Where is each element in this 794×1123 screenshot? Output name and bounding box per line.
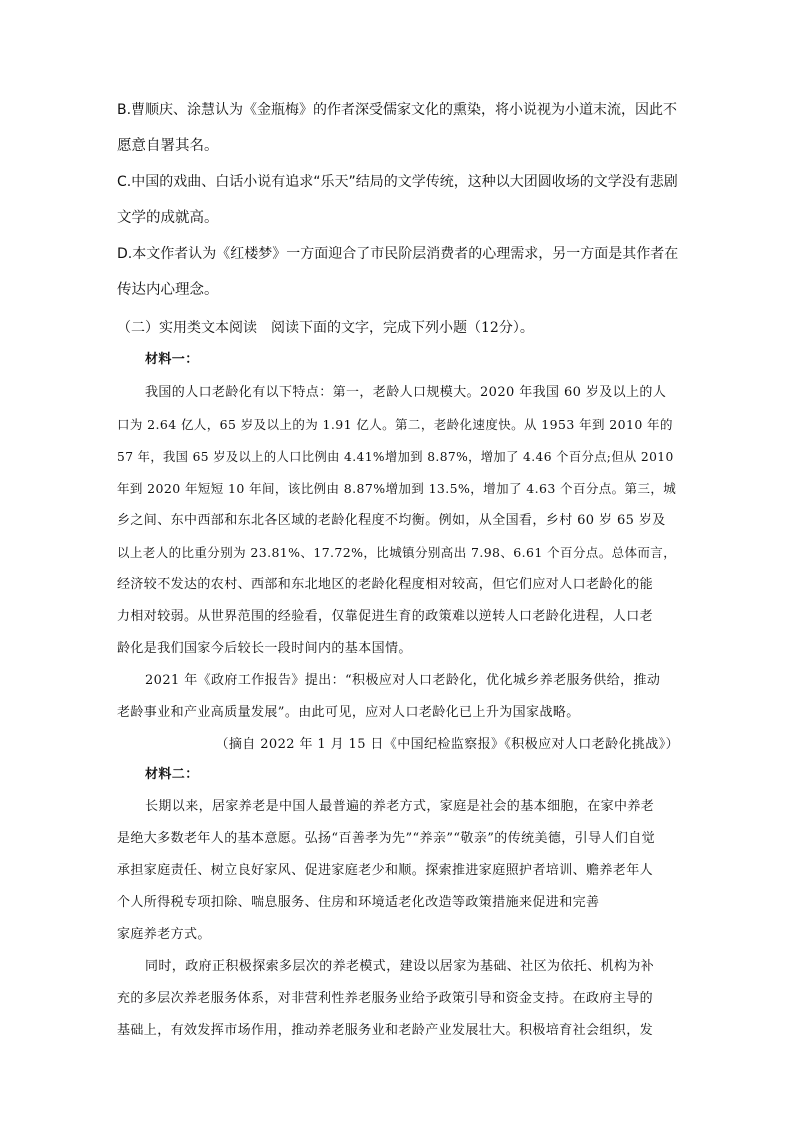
paragraph-line: 基础上，有效发挥市场作用，推动养老服务业和老龄产业发展壮大。积极培育社会组织，发: [117, 1023, 654, 1038]
paragraph-line: 57 年，我国 65 岁及以上的人口比例由 4.41%增加到 8.87%，增加了 4.46 个百分点;但从 2010: [117, 450, 674, 464]
paragraph-line: 以上老人的比重分别为 23.81%、17.72%，比城镇分别高出 7.98、6.61 个百分点。总体而言，: [117, 545, 677, 560]
option-b-line-2: 愿意自署其名。: [117, 138, 219, 154]
section-title: （二）实用类文本阅读 阅读下面的文字，完成下列小题（12分）。: [117, 320, 534, 336]
paragraph-line: 充的多层次养老服务体系，对非营利性养老服务业给予政策引导和资金支持。在政府主导的: [117, 991, 654, 1006]
paragraph-line: 龄化是我们国家今后较长一段时间内的基本国情。: [117, 641, 412, 656]
paragraph-line: 经济较不发达的农村、西部和东北地区的老龄化程度相对较高，但它们应对人口老龄化的能: [117, 577, 654, 592]
option-d-line-1: D.本文作者认为《红楼梦》一方面迎合了市民阶层消费者的心理需求，另一方面是其作者在: [117, 246, 679, 262]
paragraph-line: 口为 2.64 亿人，65 岁及以上的为 1.91 亿人。第二，老龄化速度快。从 1953 年到 2010 年的: [117, 417, 673, 432]
paragraph-line: 同时，政府正积极探索多层次的养老模式，建设以居家为基础、社区为依托、机构为补: [145, 959, 655, 974]
paragraph-line: 家庭养老方式。: [117, 927, 211, 942]
paragraph-line: 长期以来，居家养老是中国人最普遍的养老方式，家庭是社会的基本细胞，在家中养老: [145, 799, 655, 814]
option-c-line-2: 文学的成就高。: [117, 210, 219, 226]
paragraph-line: 2021 年《政府工作报告》提出：“积极应对人口老龄化，优化城乡养老服务供给，推动: [145, 673, 661, 688]
source-citation: （摘自 2022 年 1 月 15 日《中国纪检监察报》《积极应对人口老龄化挑战》）: [215, 737, 679, 752]
paragraph-line: 个人所得税专项扣除、喘息服务、住房和环境适老化改造等政策措施来促进和完善: [117, 895, 600, 910]
answer-options: [117, 98, 679, 314]
paragraph-line: 承担家庭责任、树立良好家风、促进家庭老少和顺。探索推进家庭照护者培训、赡养老年人: [117, 863, 654, 878]
material-two-heading: 材料二：: [145, 767, 199, 782]
option-d-line-2: 传达内心理念。: [117, 282, 219, 298]
paragraph-line: 是绝大多数老年人的基本意愿。弘扬“百善孝为先”“养亲”“敬亲”的传统美德，引导人们自觉: [117, 831, 656, 846]
paragraph-line: 我国的人口老龄化有以下特点：第一，老龄人口规模大。2020 年我国 60 岁及以上的人: [145, 385, 667, 400]
material-one-heading: 材料一：: [145, 352, 199, 367]
paragraph-line: 力相对较弱。从世界范围的经验看，仅靠促进生育的政策难以逆转人口老龄化进程，人口老: [117, 609, 654, 624]
paragraph-line: 年到 2020 年短短 10 年间，该比例由 8.87%增加到 13.5%，增加了 4.63 个百分点。第三，城: [117, 481, 677, 496]
paragraph-line: 乡之间、东中西部和东北各区域的老龄化程度不均衡。例如，从全国看，乡村 60 岁 65 岁及: [117, 513, 666, 528]
option-c-line-1: C.中国的戏曲、白话小说有追求“乐天”结局的文学传统，这种以大团圆收场的文学没有悲剧: [117, 174, 678, 190]
paragraph-line: 老龄事业和产业高质量发展”。由此可见，应对人口老龄化已上升为国家战略。: [117, 705, 580, 720]
option-b-line-1: B.曹顺庆、涂慧认为《金瓶梅》的作者深受儒家文化的熏染，将小说视为小道末流，因此不: [117, 102, 678, 118]
